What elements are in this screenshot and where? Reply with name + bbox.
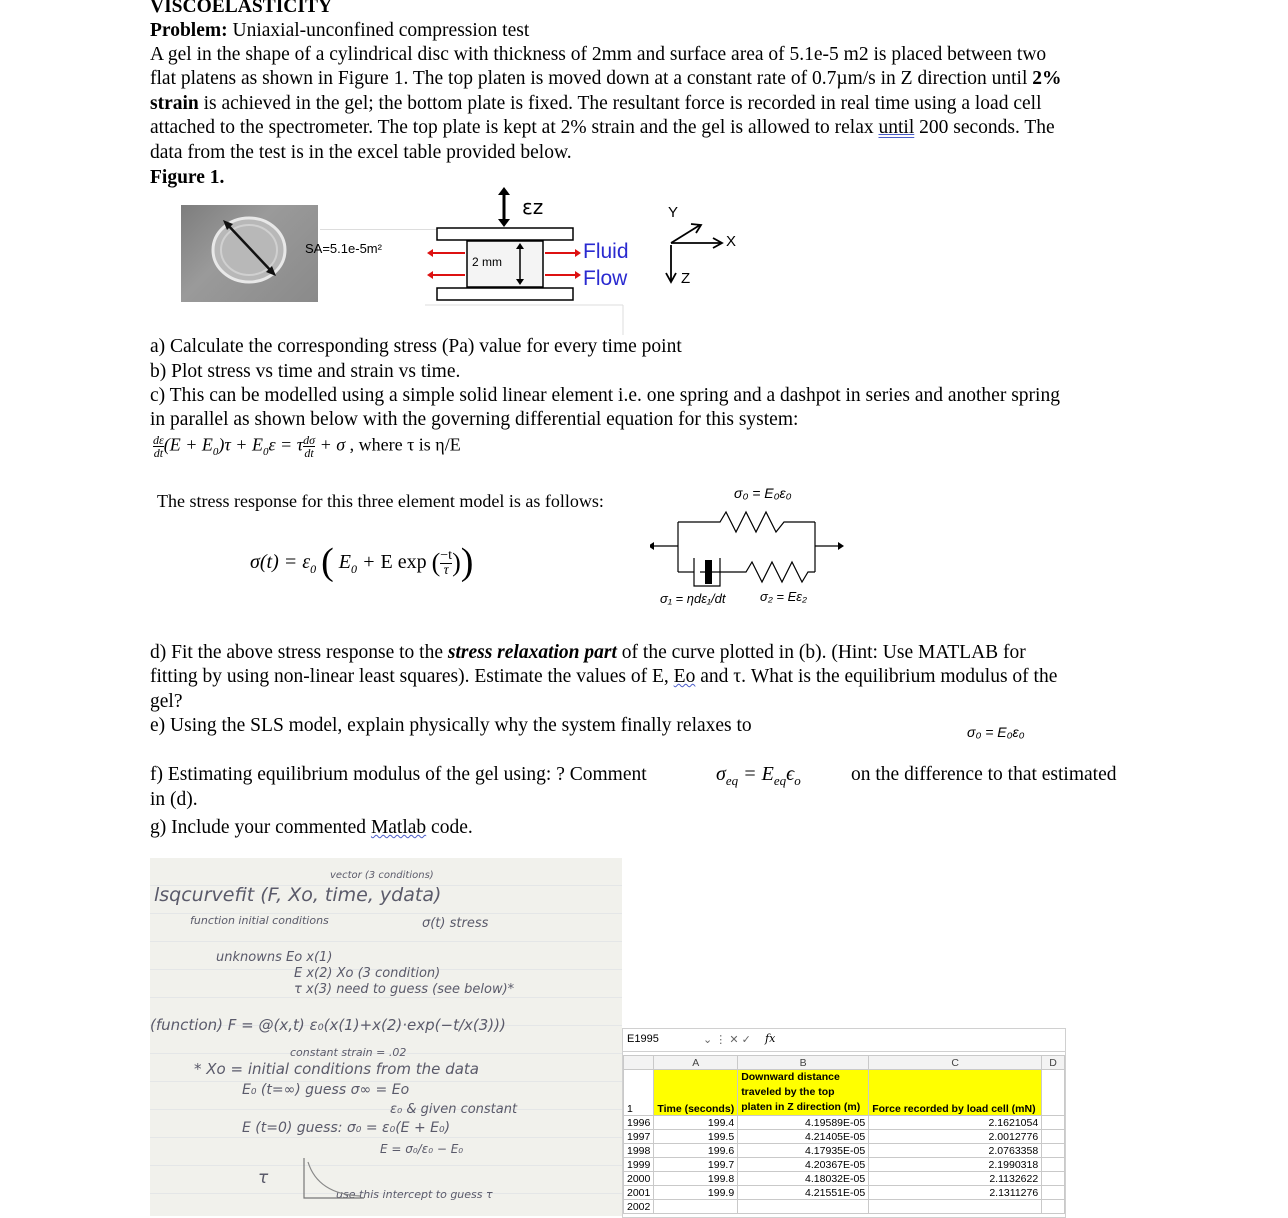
- note-line: E x(2) Xo (3 condition): [294, 966, 441, 981]
- note-line: * Xo = initial conditions from the data: [194, 1060, 479, 1078]
- stress-response-text: The stress response for this three element model is as follows:: [157, 491, 604, 511]
- col-header-d[interactable]: D: [1042, 1056, 1065, 1070]
- fx-icon[interactable]: fx: [765, 1032, 776, 1045]
- question-d-line-3: gel?: [150, 691, 183, 712]
- question-g: g) Include your commented Matlab code.: [150, 817, 473, 838]
- excel-window: [622, 1028, 1066, 1218]
- table-row: [624, 1186, 1065, 1200]
- row-number[interactable]: 1998: [624, 1144, 654, 1158]
- col-header-a[interactable]: A: [654, 1056, 738, 1070]
- empty-cell[interactable]: [1042, 1130, 1065, 1144]
- axis-y-label: Y: [668, 204, 679, 221]
- note-line: ε₀ & given constant: [390, 1102, 518, 1117]
- note-line: lsqcurvefit (F, Xo, time, ydata): [154, 884, 442, 906]
- question-a: a) Calculate the corresponding stress (Pa) value for every time point: [150, 336, 682, 357]
- cell-distance[interactable]: 4.21551E-05: [738, 1186, 869, 1200]
- column-header-row: [624, 1056, 1065, 1070]
- strain-epsilon-label: εz: [522, 195, 544, 219]
- question-f-line-2: in (d).: [150, 789, 198, 810]
- governing-equation: $\frac{d\varepsilon}{dt}$ $(E + E_0)\tau + E_0\varepsilon = \tau$ $\frac{d\sigma}{dt}$ + σ , where τ is η/E: [153, 433, 461, 460]
- table-row: [624, 1158, 1065, 1172]
- name-box[interactable]: E1995: [627, 1033, 659, 1045]
- decay-sketch: [300, 1154, 370, 1204]
- intro-line-1: A gel in the shape of a cylindrical disc with thickness of 2mm and surface area of 5.1e-5 m2 is placed between two: [150, 44, 1047, 65]
- note-line: (function) F = @(x,t) ε₀(x(1)+x(2)·exp(−t/x(3))): [150, 1016, 506, 1034]
- cell-force[interactable]: 2.0763358: [869, 1144, 1042, 1158]
- dashpot-piston: [705, 560, 712, 584]
- cell-force[interactable]: 2.0012776: [869, 1130, 1042, 1144]
- header-distance[interactable]: Downward distance traveled by the top platen in Z direction (m): [738, 1070, 869, 1116]
- flow-label: Flow: [583, 267, 628, 290]
- row-number[interactable]: 2001: [624, 1186, 654, 1200]
- table-row: [624, 1144, 1065, 1158]
- document-title: VISCOELASTICITY: [150, 0, 333, 17]
- empty-cell[interactable]: [1042, 1070, 1065, 1116]
- cell-time[interactable]: 199.8: [654, 1172, 738, 1186]
- row-number[interactable]: 1: [624, 1070, 654, 1116]
- note-line: vector (3 conditions): [330, 870, 434, 881]
- intro-line-4: attached to the spectrometer. The top plate is kept at 2% strain and the gel is allowed to relax until 200 seconds. The: [150, 117, 1055, 138]
- question-d-line-2: fitting by using non-linear least squares). Estimate the values of E, Eo and τ. What is the equilibrium modulus of the: [150, 666, 1058, 687]
- intro-line-5: data from the test is in the excel table provided below.: [150, 142, 572, 163]
- sigma2-label: σ₂ = Eε₂: [760, 589, 807, 604]
- axis-x-label: X: [726, 233, 737, 250]
- question-f-line-1a: f) Estimating equilibrium modulus of the gel using: ? Comment: [150, 764, 647, 785]
- corner-cell[interactable]: [624, 1056, 654, 1070]
- note-line: E = σ₀/ε₀ − E₀: [380, 1142, 464, 1156]
- handwritten-notes-photo: [150, 858, 622, 1216]
- cell-force[interactable]: 2.1621054: [869, 1116, 1042, 1130]
- row-number[interactable]: 1996: [624, 1116, 654, 1130]
- question-f-line-1b: on the difference to that estimated: [851, 764, 1117, 785]
- table-row: [624, 1200, 1065, 1214]
- header-time[interactable]: Time (seconds): [654, 1070, 738, 1116]
- empty-cell[interactable]: [1042, 1186, 1065, 1200]
- axis-z-label: Z: [681, 270, 691, 287]
- intro-line-3: strain is achieved in the gel; the bottom plate is fixed. The resultant force is recorded in real time using a load cell: [150, 93, 1042, 114]
- cell-distance[interactable]: [738, 1200, 869, 1214]
- sigma1-label: σ₁ = ηdε₁/dt: [660, 591, 726, 606]
- note-line: use this intercept to guess τ: [336, 1188, 493, 1201]
- header-force[interactable]: Force recorded by load cell (mN): [869, 1070, 1042, 1116]
- empty-cell[interactable]: [1042, 1144, 1065, 1158]
- col-header-c[interactable]: C: [869, 1056, 1042, 1070]
- question-d-line-1: d) Fit the above stress response to the stress relaxation part of the curve plotted in (b). (Hint: Use MATLAB for: [150, 642, 1026, 663]
- table-header-row: [624, 1070, 1065, 1116]
- cell-time[interactable]: 199.4: [654, 1116, 738, 1130]
- col-header-b[interactable]: B: [738, 1056, 869, 1070]
- note-line: E₀ (t=∞) guess σ∞ = Eo: [242, 1082, 410, 1098]
- table-row: [624, 1172, 1065, 1186]
- gel-photo: [181, 205, 318, 302]
- cell-distance[interactable]: 4.19589E-05: [738, 1116, 869, 1130]
- table-row: [624, 1130, 1065, 1144]
- cell-distance[interactable]: 4.17935E-05: [738, 1144, 869, 1158]
- problem-heading: Problem: Uniaxial-unconfined compression test: [150, 20, 530, 41]
- equilibrium-equation: $\sigma_{eq} = E_{eq}\epsilon_o$: [716, 763, 801, 788]
- figure-label: Figure 1.: [150, 167, 225, 188]
- sls-spring-dashpot-model: [650, 498, 850, 588]
- note-line: τ x(3) need to guess (see below)*: [294, 982, 515, 997]
- fluid-label: Fluid: [583, 240, 629, 263]
- question-c-line-1: c) This can be modelled using a simple solid linear element i.e. one spring and a dashpot in series and another spring: [150, 385, 1060, 406]
- note-line: unknowns Eo x(1): [216, 950, 333, 965]
- formula-bar: [623, 1029, 1065, 1052]
- gel-disc-image: [181, 205, 318, 302]
- note-line: τ: [258, 1168, 269, 1188]
- question-b: b) Plot stress vs time and strain vs time.: [150, 361, 461, 382]
- relax-to-sigma0: σ₀ = E₀ε₀: [967, 724, 1025, 740]
- cell-force[interactable]: 2.1990318: [869, 1158, 1042, 1172]
- row-number[interactable]: 1997: [624, 1130, 654, 1144]
- cell-time[interactable]: [654, 1200, 738, 1214]
- cell-time[interactable]: 199.9: [654, 1186, 738, 1200]
- sigma0-label: σ₀ = E₀ε₀: [734, 485, 792, 501]
- cell-time[interactable]: 199.5: [654, 1130, 738, 1144]
- surface-area-label: SA=5.1e-5m²: [305, 241, 382, 256]
- cell-time[interactable]: 199.7: [654, 1158, 738, 1172]
- empty-cell[interactable]: [1042, 1158, 1065, 1172]
- question-c-line-2: in parallel as shown below with the governing differential equation for this system:: [150, 409, 799, 430]
- empty-cell[interactable]: [1042, 1200, 1065, 1214]
- cell-distance[interactable]: 4.18032E-05: [738, 1172, 869, 1186]
- excel-sheet-grid: [623, 1055, 1065, 1214]
- cell-distance[interactable]: 4.21405E-05: [738, 1130, 869, 1144]
- row-number[interactable]: 2002: [624, 1200, 654, 1214]
- cell-force[interactable]: 2.1132622: [869, 1172, 1042, 1186]
- formula-controls: ⌄ ⋮ ✕ ✓: [703, 1034, 751, 1046]
- cell-force[interactable]: 2.1311276: [869, 1186, 1042, 1200]
- note-line: σ(t) stress: [422, 916, 489, 931]
- thickness-label: 2 mm: [472, 255, 502, 269]
- empty-cell[interactable]: [1042, 1172, 1065, 1186]
- cell-force[interactable]: [869, 1200, 1042, 1214]
- stress-response-equation: $\sigma(t) = \varepsilon_0$ ( $E_0 + E$ exp ( $\frac{-t}{\tau}$ )): [250, 541, 474, 583]
- row-number[interactable]: 2000: [624, 1172, 654, 1186]
- note-line: E (t=0) guess: σ₀ = ε₀(E + E₀): [242, 1120, 451, 1136]
- question-e: e) Using the SLS model, explain physically why the system finally relaxes to: [150, 715, 752, 736]
- intro-line-2: flat platens as shown in Figure 1. The top platen is moved down at a constant rate of 0.7µm/s in Z direction until 2%: [150, 68, 1062, 89]
- cell-time[interactable]: 199.6: [654, 1144, 738, 1158]
- note-line: function initial conditions: [190, 914, 329, 927]
- row-number[interactable]: 1999: [624, 1158, 654, 1172]
- cell-distance[interactable]: 4.20367E-05: [738, 1158, 869, 1172]
- note-line: constant strain = .02: [290, 1046, 407, 1059]
- table-row: [624, 1116, 1065, 1130]
- empty-cell[interactable]: [1042, 1116, 1065, 1130]
